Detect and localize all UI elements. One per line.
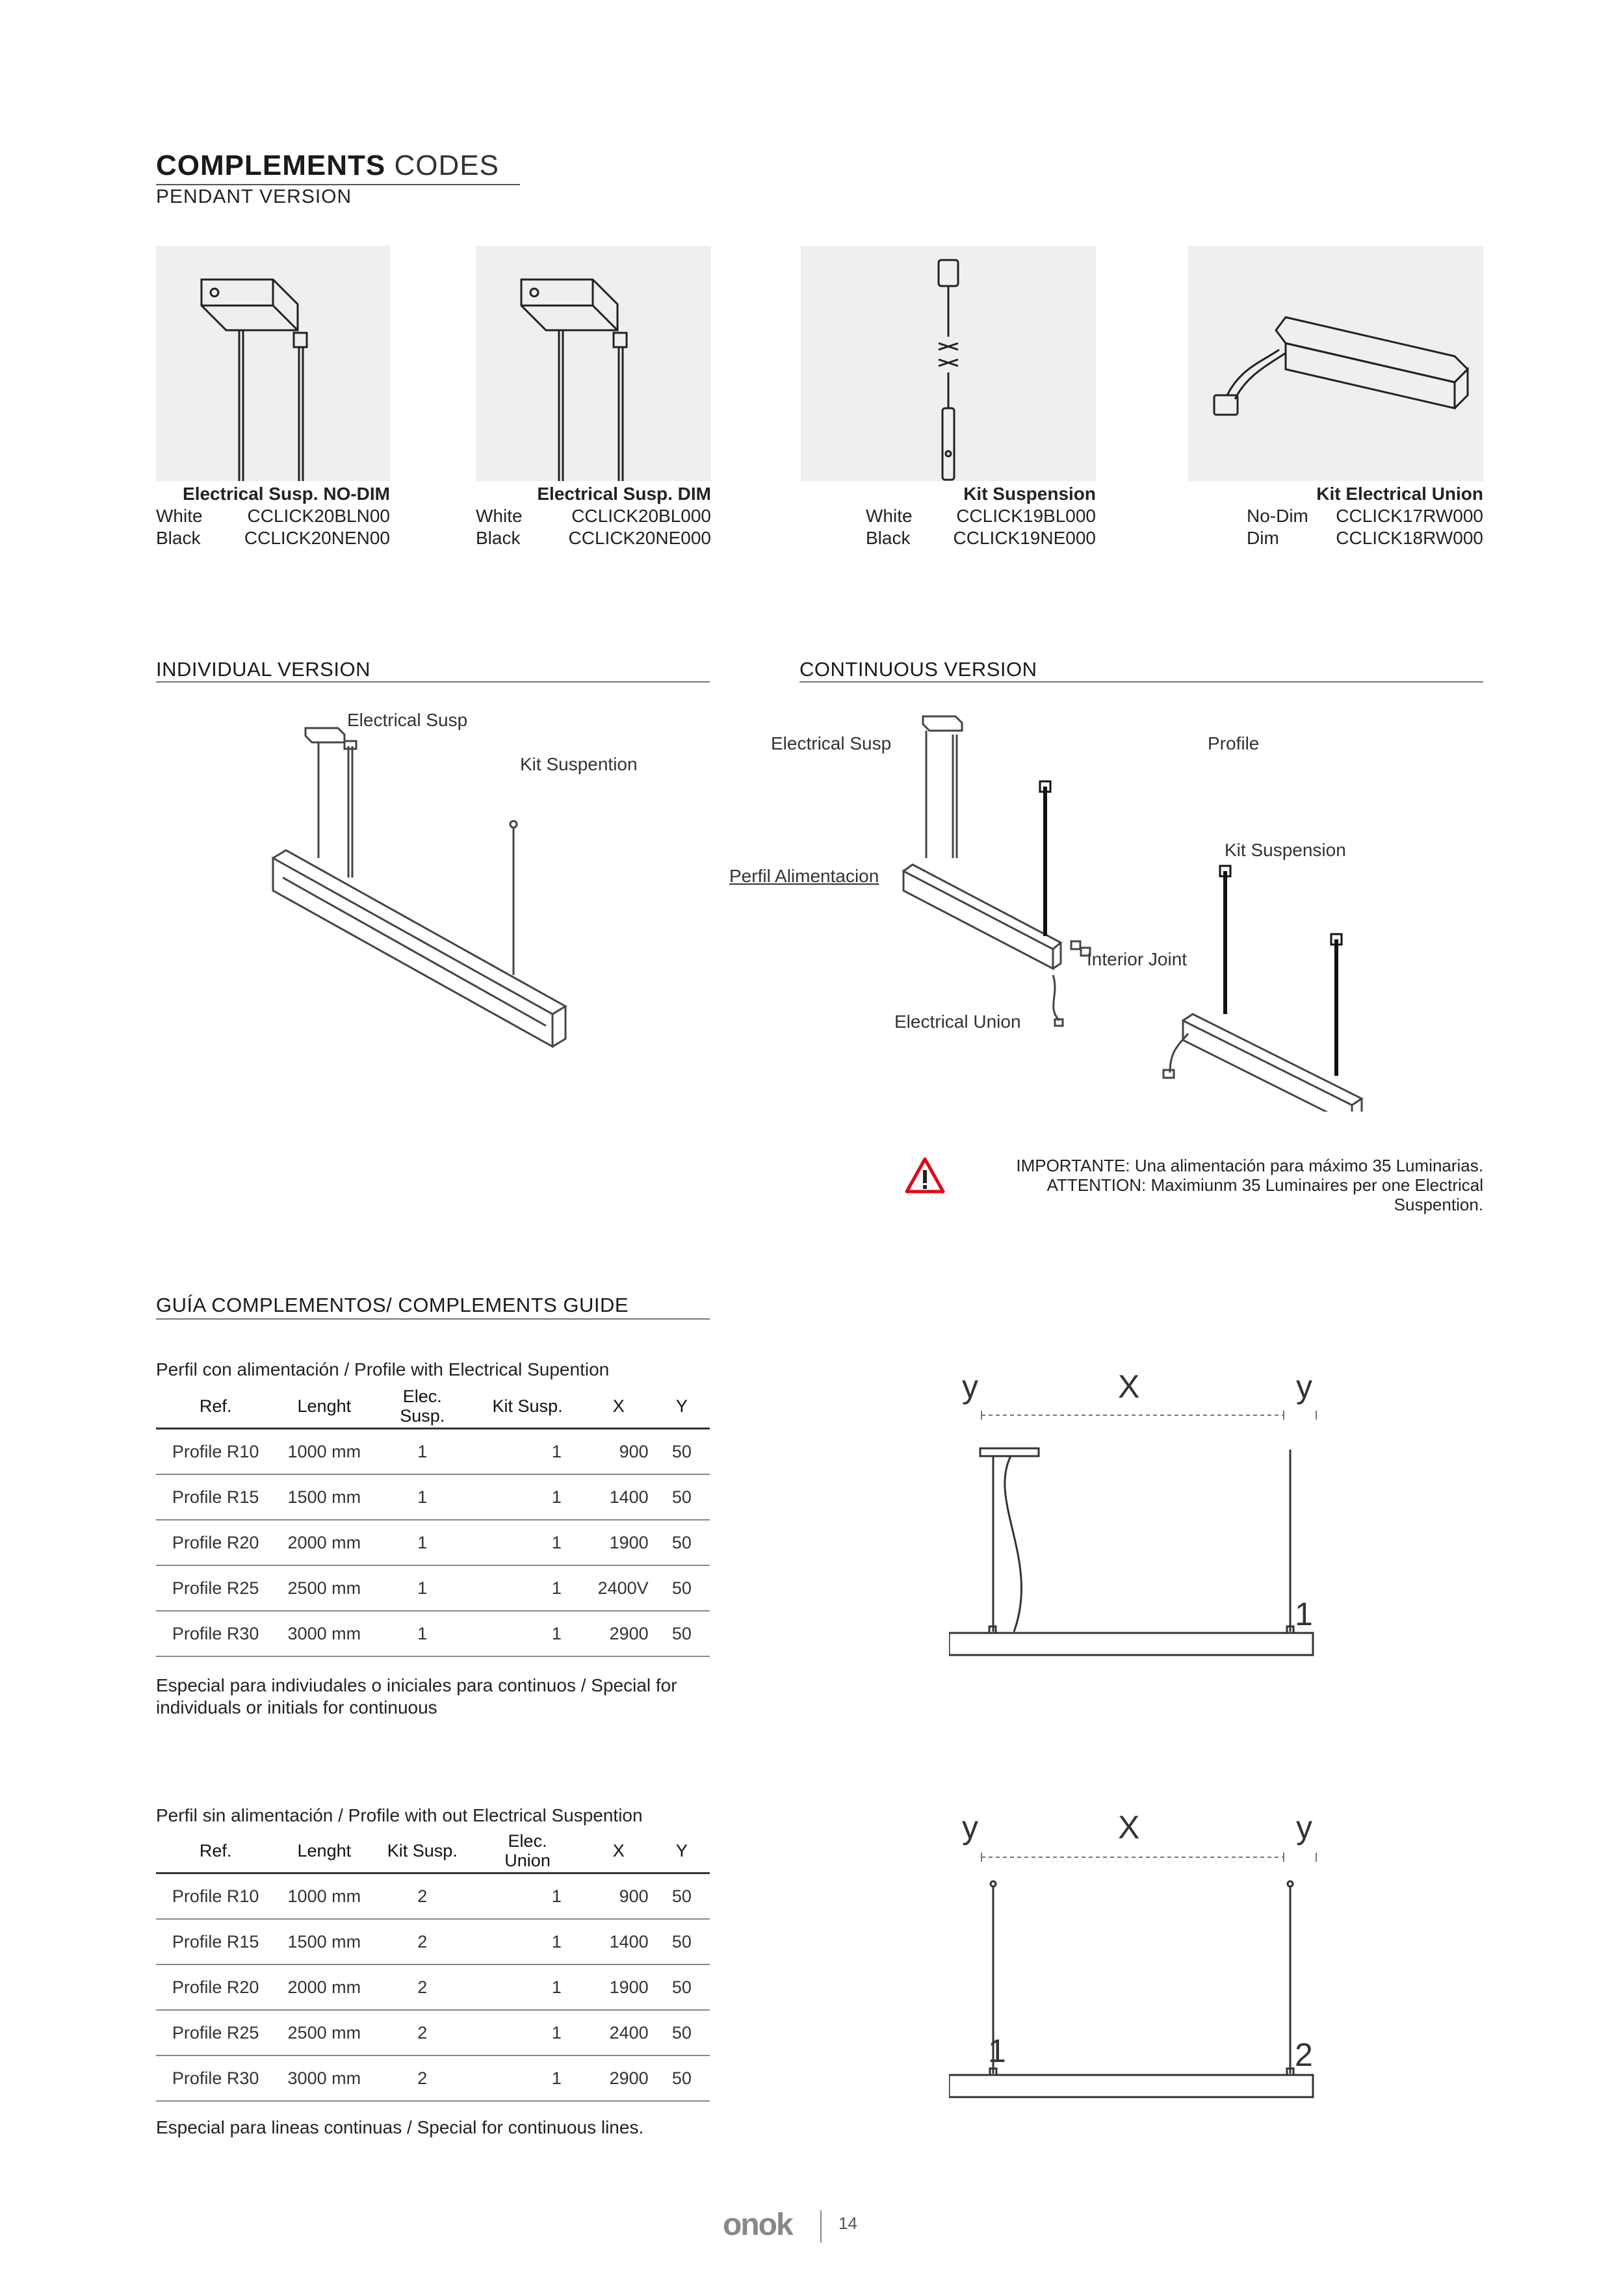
table-cell: 900 [584,1429,654,1475]
table-cell: Profile R15 [156,1919,275,1964]
col-length: Lenght [275,1385,373,1429]
table-row [156,1611,710,1656]
page-title-bold: COMPLEMENTS [156,150,386,181]
product-variant-label: Black [156,528,201,548]
table-row [156,1873,710,1920]
col-susp: Susp. [400,1406,445,1426]
table-cell: 1 [471,1611,584,1656]
product-caption-4 [1247,483,1483,549]
table-cell: 1 [471,1520,584,1565]
product-name: Kit Electrical Union [1316,484,1483,504]
col-kit-susp: Kit Susp. [373,1829,471,1873]
table-cell: 1 [471,1873,584,1920]
table-cell: Profile R25 [156,2010,275,2055]
product-caption-1 [156,483,390,549]
brand-logo: onok [723,2208,792,2242]
col-elec: Elec. [402,1387,442,1406]
page-title [156,150,499,182]
continuous-version-drawing [897,709,1391,1112]
table-cell: 2 [373,2010,471,2055]
electrical-union-drawing [1188,246,1483,481]
individual-divider [156,681,710,683]
table1-note-line1: Especial para indiviudales o iniciales para continuos / Special for [156,1675,677,1695]
table-row [156,1429,710,1475]
table1-note-line2: individuals or initials for continuous [156,1697,437,1717]
col-elec-susp [373,1385,471,1429]
table-cell: 50 [654,1964,710,2010]
table-cell: 2 [373,1919,471,1964]
table-cell: 50 [654,2055,710,2101]
page-subtitle: PENDANT VERSION [156,186,352,207]
table-cell: 1 [471,1474,584,1520]
col-union: Union [504,1851,551,1870]
page-title-thin: CODES [394,150,499,181]
table-row [156,1474,710,1520]
diagram1-y-right: y [1296,1368,1312,1405]
table-row [156,2055,710,2101]
table-cell: 1 [471,1964,584,2010]
product-name: Kit Suspension [963,484,1096,504]
product-caption-3 [866,483,1096,549]
product-caption-2 [476,483,711,549]
continuous-label-profile: Profile [1208,733,1260,753]
table-cell: 1 [373,1520,471,1565]
table-cell: 50 [654,1429,710,1475]
table-cell: 3000 mm [275,1611,373,1656]
table-cell: 3000 mm [275,2055,373,2101]
diagram2-y-left: y [962,1809,978,1846]
notice-line-3: Suspention. [1394,1195,1483,1214]
product-variant-label: White [156,506,203,526]
product-code: CCLICK18RW000 [1336,528,1483,548]
table-cell: Profile R30 [156,2055,275,2101]
table-cell: 2400V [584,1565,654,1611]
table-row [156,1919,710,1964]
guide-heading: GUÍA COMPLEMENTOS/ COMPLEMENTS GUIDE [156,1294,629,1316]
diagram2-x: X [1118,1809,1140,1846]
table-cell: 900 [584,1873,654,1920]
notice-line-2: ATTENTION: Maximiunm 35 Luminaires per one Electrical [1046,1175,1483,1195]
diagram2-num-1: 1 [988,2033,1006,2069]
table-cell: 1400 [584,1474,654,1520]
notice-line-1: IMPORTANTE: Una alimentación para máximo 35 Luminarias. [1016,1156,1483,1175]
product-code: CCLICK19BL000 [956,506,1096,526]
diagram1-num-1: 1 [1295,1596,1313,1632]
table-cell: 1 [471,1429,584,1475]
table-cell: 1900 [584,1964,654,2010]
col-kit-susp: Kit Susp. [471,1385,584,1429]
table-cell: 50 [654,1565,710,1611]
table1-header-row [156,1385,710,1429]
table-row [156,1565,710,1611]
diagram2-drawing [949,1840,1339,2126]
individual-version-drawing [247,709,585,1073]
table1 [156,1385,710,1657]
table-cell: 50 [654,1873,710,1920]
electrical-susp-dim-drawing [476,246,711,481]
table-cell: Profile R10 [156,1873,275,1920]
table-cell: 50 [654,1611,710,1656]
col-elec-union [471,1829,584,1873]
table-cell: 1500 mm [275,1474,373,1520]
diagram1-x: X [1118,1368,1140,1405]
col-ref: Ref. [156,1385,275,1429]
continuous-divider [799,681,1483,683]
table1-caption: Perfil con alimentación / Profile with Electrical Supention [156,1359,610,1379]
kit-suspension-drawing [801,246,1096,481]
table-cell: Profile R30 [156,1611,275,1656]
continuous-version-heading: CONTINUOUS VERSION [799,658,1037,681]
diagram2-y-right: y [1296,1809,1312,1846]
table-cell: 50 [654,1520,710,1565]
table-cell: 1000 mm [275,1873,373,1920]
product-image-electrical-susp-nodim [156,246,390,481]
diagram1-drawing [949,1398,1339,1684]
individual-label-kit: Kit Suspention [520,754,638,774]
product-name: Electrical Susp. DIM [537,484,711,504]
table-cell: 1 [471,1565,584,1611]
col-x: X [584,1385,654,1429]
individual-version-heading: INDIVIDUAL VERSION [156,658,370,681]
table-cell: 50 [654,1919,710,1964]
product-variant-label: Black [476,528,521,548]
electrical-susp-drawing [156,246,390,481]
product-code: CCLICK20BLN00 [247,506,390,526]
table-cell: 1 [373,1474,471,1520]
col-y: Y [654,1829,710,1873]
table-cell: Profile R15 [156,1474,275,1520]
warning-icon [905,1157,945,1194]
continuous-label-elec: Electrical Susp [771,733,892,753]
table-cell: 2000 mm [275,1964,373,2010]
table-cell: 2900 [584,2055,654,2101]
table-cell: 2000 mm [275,1520,373,1565]
continuous-label-union: Electrical Union [894,1011,1021,1032]
continuous-label-kit: Kit Suspension [1225,840,1346,860]
product-variant-label: White [476,506,523,526]
product-variant-label: White [866,506,913,526]
product-code: CCLICK17RW000 [1336,506,1483,526]
table-row [156,2010,710,2055]
table-cell: Profile R20 [156,1964,275,2010]
table-row [156,1520,710,1565]
guide-divider [156,1318,710,1320]
table-cell: Profile R10 [156,1429,275,1475]
table-cell: 1000 mm [275,1429,373,1475]
table1-note [156,1675,677,1719]
table-cell: 2400 [584,2010,654,2055]
table-cell: 1400 [584,1919,654,1964]
table-cell: 1500 mm [275,1919,373,1964]
table-cell: 2500 mm [275,1565,373,1611]
table-cell: 1900 [584,1520,654,1565]
table2-header-row [156,1829,710,1873]
table-cell: 1 [471,1919,584,1964]
col-length: Lenght [275,1829,373,1873]
product-variant-label: Dim [1247,528,1279,548]
table2-caption: Perfil sin alimentación / Profile with out Electrical Suspention [156,1805,643,1825]
table-row [156,1964,710,2010]
table-cell: 1 [471,2055,584,2101]
notice-text [953,1156,1483,1214]
diagram2-num-2: 2 [1295,2037,1313,2073]
table-cell: 2 [373,1964,471,2010]
product-image-kit-electrical-union [1188,246,1483,481]
product-variant-label: No-Dim [1247,506,1308,526]
table-cell: Profile R20 [156,1520,275,1565]
table-cell: 1 [373,1429,471,1475]
col-elec: Elec. [508,1831,547,1851]
footer-divider [820,2210,822,2243]
product-image-electrical-susp-dim [476,246,711,481]
page-number: 14 [838,2213,857,2233]
product-variant-label: Black [866,528,911,548]
table-cell: Profile R25 [156,1565,275,1611]
table-cell: 50 [654,2010,710,2055]
table-cell: 1 [373,1565,471,1611]
product-name: Electrical Susp. NO-DIM [183,484,390,504]
table-cell: 50 [654,1474,710,1520]
product-code: CCLICK19NE000 [953,528,1096,548]
continuous-label-perfil: Perfil Alimentacion [729,866,879,886]
table-cell: 2900 [584,1611,654,1656]
title-divider [156,184,520,185]
individual-label-elec: Electrical Susp [347,710,468,730]
product-code: CCLICK20NEN00 [244,528,390,548]
continuous-label-joint: Interior Joint [1087,949,1188,969]
table-cell: 1 [471,2010,584,2055]
col-ref: Ref. [156,1829,275,1873]
col-y: Y [654,1385,710,1429]
product-image-kit-suspension [801,246,1096,481]
table2-note: Especial para lineas continuas / Special for continuous lines. [156,2117,644,2137]
product-code: CCLICK20BL000 [571,506,711,526]
table-cell: 2 [373,1873,471,1920]
table2 [156,1829,710,2102]
table-cell: 2 [373,2055,471,2101]
diagram1-y-left: y [962,1368,978,1405]
table-cell: 1 [373,1611,471,1656]
table-cell: 2500 mm [275,2010,373,2055]
product-code: CCLICK20NE000 [568,528,711,548]
col-x: X [584,1829,654,1873]
